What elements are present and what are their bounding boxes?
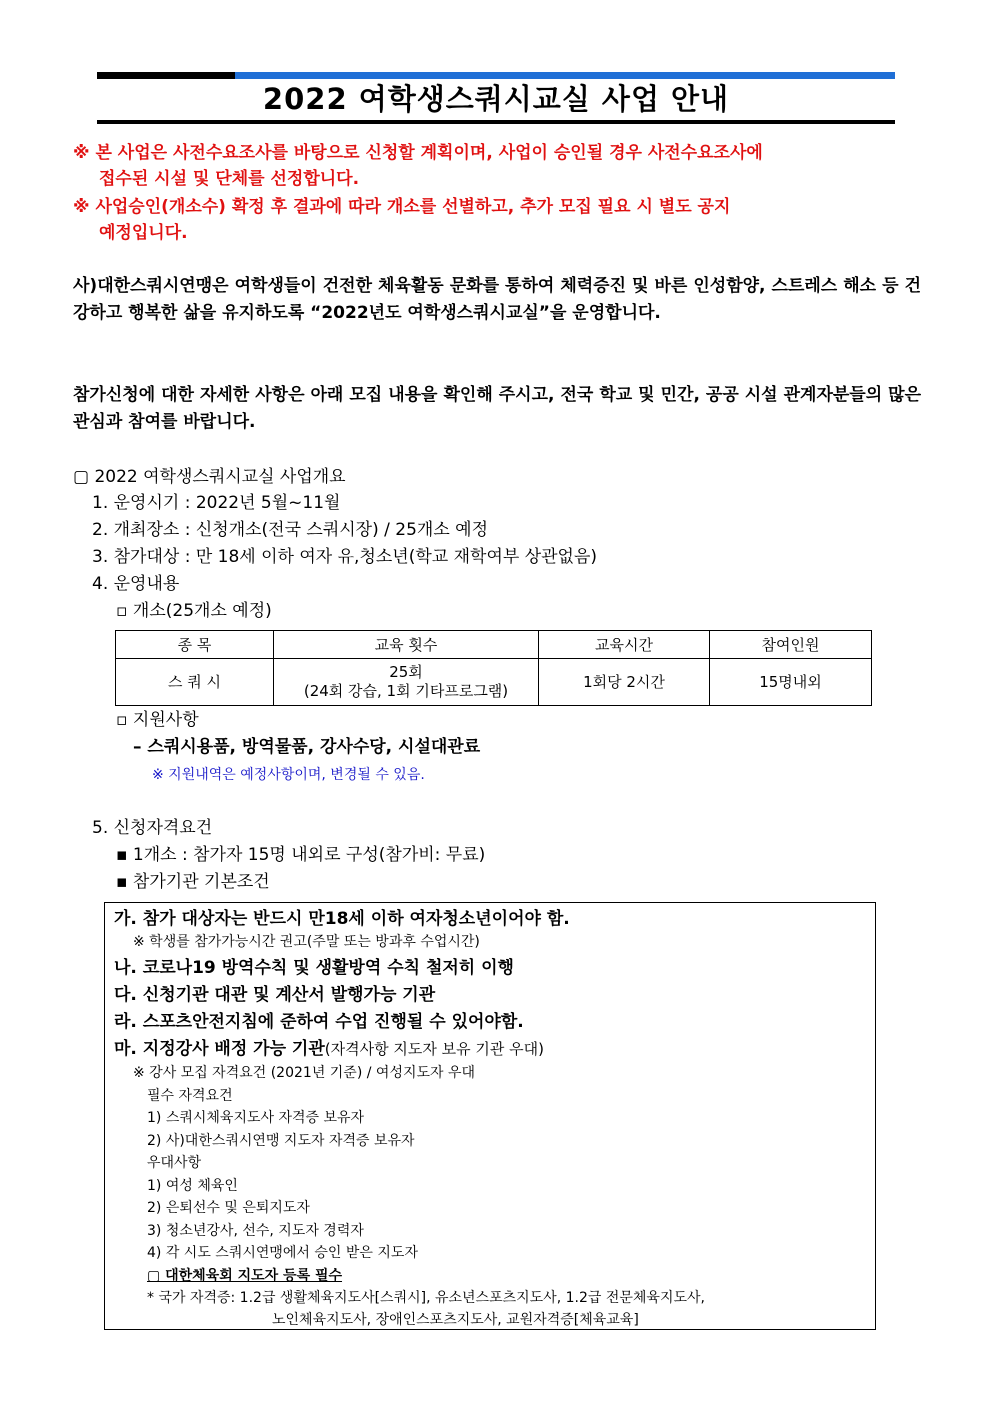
overview-item-venue: 2. 개최장소 : 신청개소(전국 스쿼시장) / 25개소 예정 [92,520,488,540]
overview-item-period: 1. 운영시기 : 2022년 5월~11월 [92,493,341,513]
condition-na: 나. 코로나19 방역수칙 및 생활방역 수칙 철저히 이행 [114,958,514,978]
required-item-1: 1) 스쿼시체육지도사 자격증 보유자 [147,1110,365,1126]
condition-ga: 가. 참가 대상자는 반드시 만18세 이하 여자청소년이어야 함. [114,909,570,929]
overview-heading: ▢ 2022 여학생스쿼시교실 사업개요 [73,467,346,487]
page-title: 2022 여학생스쿼시교실 사업 안내 [262,82,730,116]
preferred-heading: 우대사항 [147,1155,202,1171]
intro-paragraph-2: 참가신청에 대한 자세한 사항은 아래 모집 내용을 확인해 주시고, 전국 학교 및 민간, 공공 시설 관계자분들의 많은 관심과 참여를 바랍니다. [73,385,921,432]
preferred-item-1: 1) 여성 체육인 [147,1178,238,1194]
required-item-2: 2) 사)대한스쿼시연맹 지도자 자격증 보유자 [147,1133,415,1149]
preferred-item-2: 2) 은퇴선수 및 은퇴지도자 [147,1200,310,1216]
support-note: ※ 지원내역은 예정사항이며, 변경될 수 있음. [152,767,425,783]
overview-item-target: 3. 참가대상 : 만 18세 이하 여자 유,청소년(학교 재학여부 상관없음) [92,547,598,567]
condition-ma-rest: (자격사항 지도자 보유 기관 우대) [324,1040,544,1058]
table-row [116,659,872,706]
table-header-people: 참여인원 [710,631,872,659]
table-cell-people: 15명내외 [710,659,872,706]
notice-2 [73,194,903,246]
title-bar-blue [235,72,895,79]
required-heading: 필수 자격요건 [147,1088,233,1104]
condition-ma [114,1034,544,1059]
notice-2-line2: 예정입니다. [99,223,188,243]
table-cell-count-line2: (24회 강습, 1회 기타프로그램) [303,682,509,700]
title-bar-black [97,72,235,79]
preferred-item-3: 3) 청소년강사, 선수, 지도자 경력자 [147,1223,364,1239]
condition-ga-note: ※ 학생를 참가가능시간 권고(주말 또는 방과후 수업시간) [133,934,480,950]
national-cert-line-1: * 국가 자격증: 1.2급 생활체육지도사[스쿼시], 유소년스포츠지도사, 1.2급 전문체육지도사, [147,1290,705,1306]
overview-sub-heading: ▫ 개소(25개소 예정) [116,601,272,621]
education-table [115,630,872,706]
table-header-row [116,631,872,659]
table-cell-count-line1: 25회 [389,663,423,681]
conditions-box [104,902,876,1330]
table-cell-count [274,659,539,706]
table-header-count: 교육 횟수 [274,631,539,659]
notice-1-line2: 접수된 시설 및 단체를 선정합니다. [99,169,360,189]
notice-1 [73,140,903,192]
condition-da: 다. 신청기관 대관 및 계산서 발행가능 기관 [114,985,436,1005]
table-cell-sport: 스 쿼 시 [116,659,274,706]
table-header-sport: 종 목 [116,631,274,659]
instructor-note: ※ 강사 모집 자격요건 (2021년 기준) / 여성지도자 우대 [133,1065,476,1081]
eligibility-bullet-1: ▪ 1개소 : 참가자 15명 내외로 구성(참가비: 무료) [116,845,486,865]
notice-2-line1: ※ 사업승인(개소수) 확정 후 결과에 따라 개소를 선별하고, 추가 모집 필요 시 별도 공지 [73,197,731,217]
registration-required: ▢ 대한체육회 지도자 등록 필수 [147,1268,343,1284]
national-cert-line-2: 노인체육지도사, 장애인스포츠지도사, 교원자격증[체육교육] [272,1312,639,1328]
preferred-item-4: 4) 각 시도 스쿼시연맹에서 승인 받은 지도자 [147,1245,418,1261]
overview-item-content: 4. 운영내용 [92,574,180,594]
notice-1-line1: ※ 본 사업은 사전수요조사를 바탕으로 신청할 계획이며, 사업이 승인될 경우 사전수요조사에 [73,143,763,163]
condition-ra: 라. 스포츠안전지침에 준하여 수업 진행될 수 있어야함. [114,1012,524,1032]
intro-paragraph-1: 사)대한스쿼시연맹은 여학생들이 건전한 체육활동 문화를 통하여 체력증진 및 바른 인성함양, 스트레스 해소 등 건강하고 행복한 삶을 유지하도록 “2022년도 여학생스쿼시교실”을 운영합니다. [73,276,921,323]
eligibility-bullet-2: ▪ 참가기관 기본조건 [116,872,270,892]
title-bar-bottom [97,120,895,124]
eligibility-heading: 5. 신청자격요건 [92,818,213,838]
support-heading: ▫ 지원사항 [116,710,199,730]
condition-ma-main: 마. 지정강사 배정 가능 기관 [114,1039,325,1059]
table-cell-time: 1회당 2시간 [539,659,710,706]
table-header-time: 교육시간 [539,631,710,659]
support-items: – 스쿼시용품, 방역물품, 강사수당, 시설대관료 [133,737,481,757]
